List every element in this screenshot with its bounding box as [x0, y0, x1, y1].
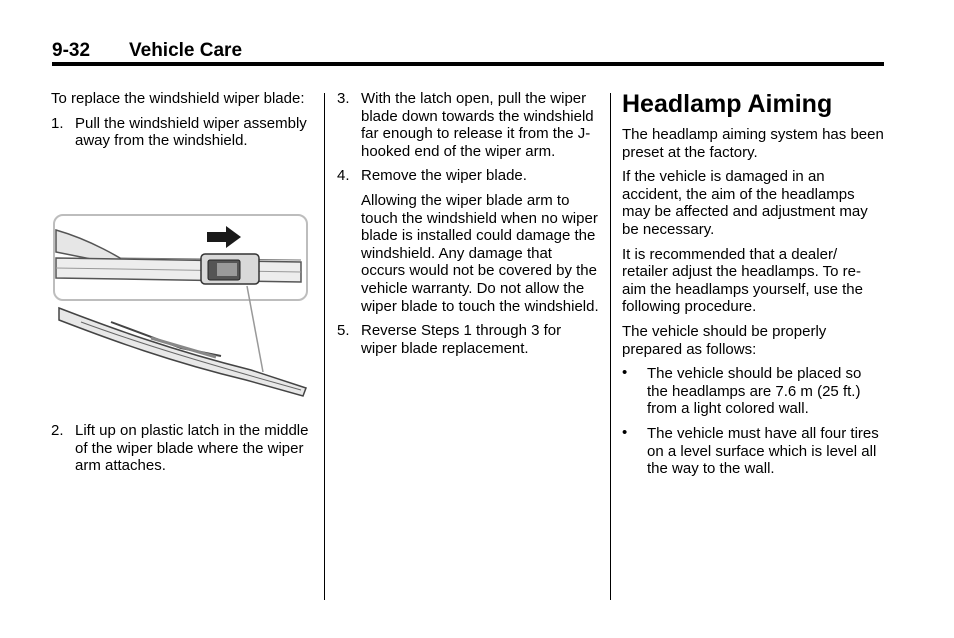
page-number: 9-32	[52, 40, 91, 61]
column-3	[622, 90, 884, 485]
step-5	[337, 322, 599, 357]
step-text: Pull the windshield wiper assembly away from the windshield.	[75, 114, 307, 150]
step-4-note: Allowing the wiper blade arm to touch the windshield when no wiper blade is installed could damage the windshield. Any damage that occurs would not be covered by the vehicle warranty. Do not allow the wiper blade to touch the windshield.	[361, 191, 599, 315]
wiper-illustration-graphic	[51, 210, 311, 410]
step-text: Reverse Steps 1 through 3 for wiper blade replacement.	[361, 322, 562, 357]
paragraph: The headlamp aiming system has been preset at the factory.	[622, 126, 884, 161]
section-heading: Headlamp Aiming	[622, 90, 833, 118]
column-divider	[324, 93, 325, 600]
column-1	[51, 90, 309, 157]
paragraph: The vehicle should be properly prepared as follows:	[622, 322, 827, 358]
section-title: Vehicle Care	[129, 40, 243, 61]
bullet-text: The vehicle should be placed so the headlamps are 7.6 m (25 ft.) from a light colored wall.	[647, 365, 862, 418]
paragraph: If the vehicle is damaged in an accident, the aim of the headlamps may be affected and adjustment may be necessary.	[622, 168, 868, 238]
header-rule	[52, 62, 884, 66]
intro-text: To replace the windshield wiper blade:	[51, 90, 305, 107]
step-number: 5.	[337, 322, 350, 340]
bullet-text: The vehicle must have all four tires on a level surface which is level all the way to the wall.	[647, 424, 879, 478]
bullet-glyph: •	[622, 423, 628, 441]
step-number: 1.	[51, 114, 64, 132]
column-1-lower	[51, 422, 309, 482]
step-3	[337, 90, 599, 160]
step-text: With the latch open, pull the wiper blade down towards the windshield far enough to release it from the J-hooked end of the wiper arm.	[361, 90, 594, 160]
bullet-item	[622, 425, 884, 478]
step-text: Lift up on plastic latch in the middle of the wiper blade where the wiper arm attaches.	[75, 422, 309, 475]
paragraph: It is recommended that a dealer/ retailer adjust the headlamps. To re-aim the headlamps yourself, use the following procedure.	[622, 245, 863, 316]
step-text: Remove the wiper blade.	[361, 167, 527, 185]
bullet-glyph: •	[622, 364, 628, 382]
step-number: 3.	[337, 90, 350, 107]
wiper-blade-illustration	[51, 210, 311, 410]
bullet-item	[622, 365, 884, 418]
column-divider	[610, 93, 611, 600]
step-1	[51, 115, 309, 150]
step-4	[337, 167, 599, 185]
step-number: 2.	[51, 422, 64, 439]
column-2	[337, 90, 599, 364]
step-2	[51, 422, 309, 475]
step-number: 4.	[337, 167, 350, 185]
